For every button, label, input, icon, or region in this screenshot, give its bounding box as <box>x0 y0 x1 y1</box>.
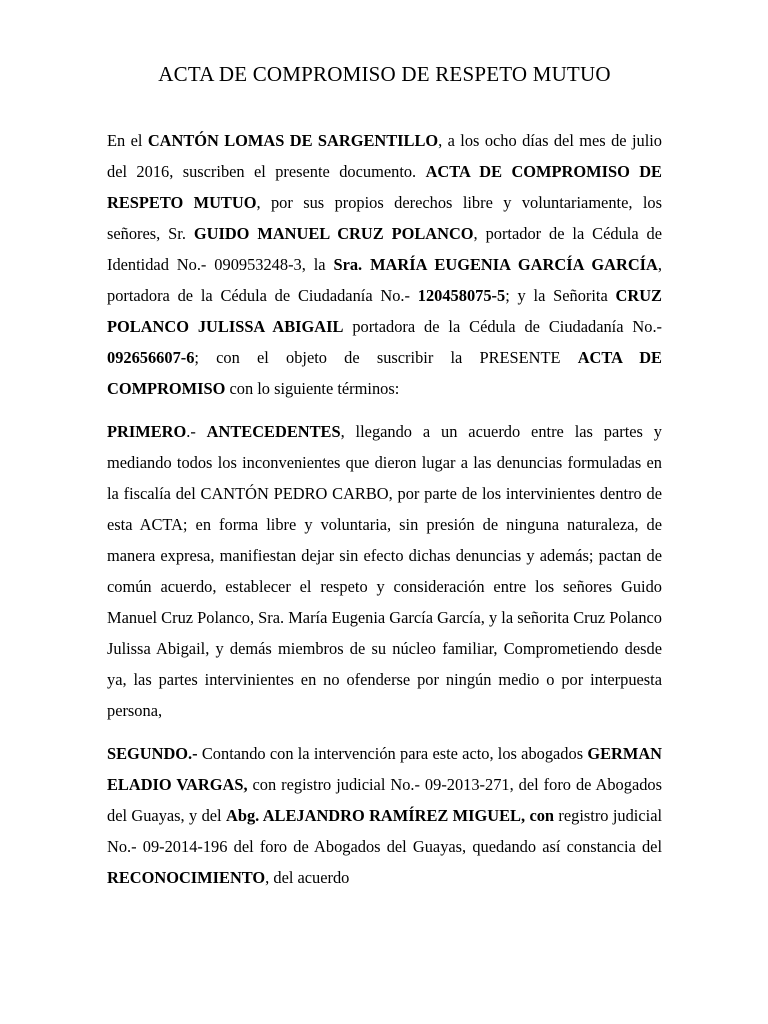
bold-run: Abg. ALEJANDRO RAMÍREZ MIGUEL, con <box>226 806 555 825</box>
bold-run: 120458075-5 <box>417 286 506 305</box>
text-run: ; con el objeto de suscribir la PRESENTE <box>194 348 578 367</box>
bold-run: ANTECEDENTES <box>206 422 341 441</box>
text-run: ; y la Señorita <box>505 286 616 305</box>
bold-run: 092656607-6 <box>107 348 195 367</box>
bold-run: Sra. MARÍA EUGENIA GARCÍA GARCÍA <box>333 255 658 274</box>
text-run: .- <box>186 422 207 441</box>
bold-run: ACTA DE COMPROMISO <box>107 348 662 398</box>
paragraph-segundo <box>107 738 662 893</box>
bold-run: SEGUNDO.- <box>107 744 198 763</box>
bold-run: CRUZ POLANCO JULISSA ABIGAIL <box>107 286 662 336</box>
bold-run: ACTA DE COMPROMISO DE RESPETO MUTUO <box>107 162 662 212</box>
text-run: registro judicial No.- 09-2014-196 del foro de Abogados del Guayas, quedando así constancia del <box>107 806 663 856</box>
paragraph-intro <box>107 125 662 404</box>
bold-run: GERMAN ELADIO VARGAS, <box>107 744 662 794</box>
text-run: , portadora de la Cédula de Ciudadanía No.- <box>107 255 662 305</box>
text-run: , llegando a un acuerdo entre las partes y mediando todos los inconvenientes que dieron lugar a las denuncias formuladas en la fiscalía del CANTÓN PEDRO CARBO, por parte de los intervinientes dentro de esta ACTA; en forma libre y voluntaria, sin presión de ninguna naturaleza, de manera expresa, manifiestan dejar sin efecto dichas denuncias y además; pactan de común acuerdo, establecer el respeto y consideración entre los señores Guido Manuel Cruz Polanco, Sra. María Eugenia García García, y la señorita Cruz Polanco Julissa Abigail, y demás miembros de su núcleo familiar, Comprometiendo desde ya, las partes intervinientes en no ofenderse por ningún medio o por interpuesta persona, <box>107 422 663 720</box>
text-run: con registro judicial No.- 09-2013-271, del foro de Abogados del Guayas, y del <box>107 775 662 825</box>
document-title: ACTA DE COMPROMISO DE RESPETO MUTUO <box>158 62 611 86</box>
text-run: , portador de la Cédula de Identidad No.- 090953248-3, la <box>107 224 662 274</box>
bold-run: PRIMERO <box>107 422 187 441</box>
text-run: , a los ocho días del mes de julio del 2016, suscriben el presente documento. <box>107 131 662 181</box>
bold-run: GUIDO MANUEL CRUZ POLANCO <box>193 224 474 243</box>
paragraph-primero <box>107 416 662 726</box>
text-run: con lo siguiente términos: <box>225 379 400 398</box>
text-run: , del acuerdo <box>265 868 350 887</box>
bold-run: CANTÓN LOMAS DE SARGENTILLO <box>147 131 439 150</box>
bold-run: RECONOCIMIENTO <box>107 868 266 887</box>
text-run: En el <box>107 131 148 150</box>
text-run: portadora de la Cédula de Ciudadanía No.- <box>343 317 663 336</box>
text-run: , por sus propios derechos libre y voluntariamente, los señores, Sr. <box>107 193 662 243</box>
text-run: Contando con la intervención para este acto, los abogados <box>197 744 588 763</box>
